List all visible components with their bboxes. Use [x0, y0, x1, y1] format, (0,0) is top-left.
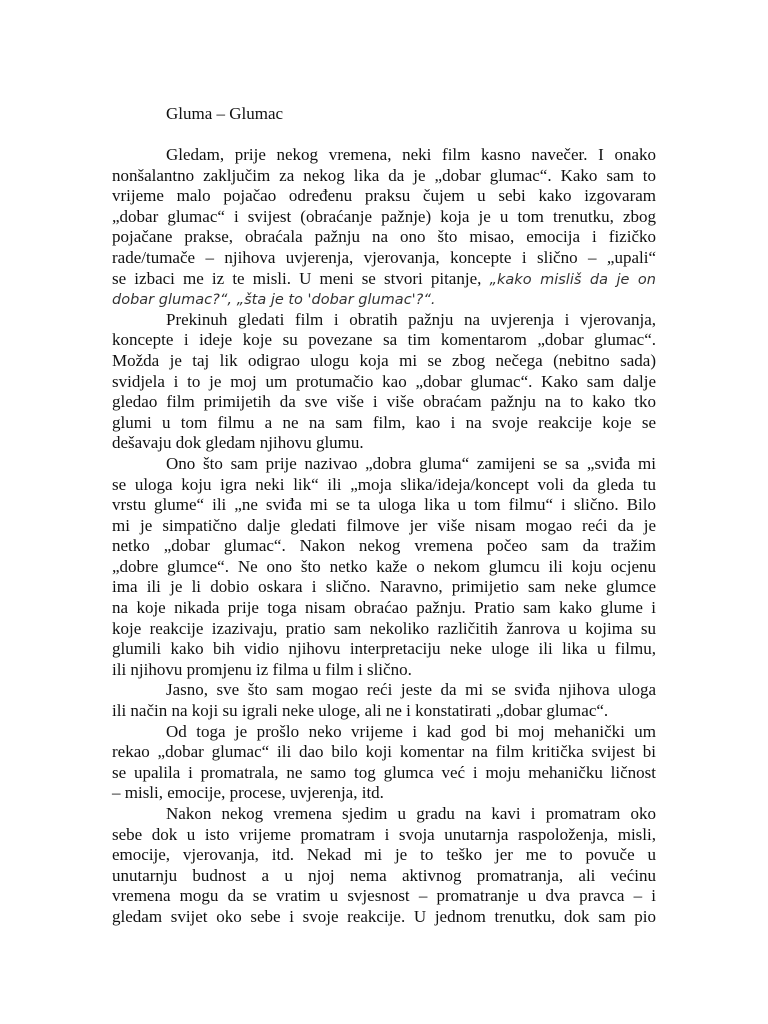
- text-line: ili njihovu promjenu iz filma u film i slično.: [112, 659, 412, 679]
- text-line: – misli, emocije, procese, uvjerenja, itd.: [112, 783, 384, 803]
- italic-question: „kako misliš da je on: [489, 271, 656, 288]
- text-line: koncepte i ideje koje su povezane sa tim komentarom „dobar glumac“.: [112, 330, 656, 350]
- text-line-mixed: [112, 269, 656, 290]
- paragraph-3: [112, 454, 656, 681]
- text-line: glumi u tom filmu a ne na sam film, kao i na svoje reakcije koje se: [112, 412, 656, 432]
- text-line: Od toga je prošlo neko vrijeme i kad god bi moj mehanički um: [166, 721, 656, 741]
- text-line: „dobar glumac“ i svijest (obraćanje pažnje) koja je u tom trenutku, zbog: [112, 206, 656, 226]
- paragraph-4: [112, 680, 656, 721]
- text-line: na koje nikada prije toga nisam obraćao pažnju. Pratio sam kako glume i: [112, 598, 656, 618]
- document-body: [112, 145, 656, 928]
- text-line: Prekinuh gledati film i obratih pažnju na uvjerenja i vjerovanja,: [166, 309, 656, 329]
- text-line: nonšalantno zaključim za nekog lika da je „dobar glumac“. Kako sam to: [112, 165, 656, 185]
- text-line: Nakon nekog vremena sjedim u gradu na kavi i promatram oko: [166, 804, 656, 823]
- paragraph-5: [112, 722, 656, 804]
- paragraph-6: [112, 804, 656, 928]
- text-line: „dobre glumce“. Ne ono što netko kaže o nekom glumcu ili koju ocjenu: [112, 556, 656, 576]
- text-line: Jasno, sve što sam mogao reći jeste da mi se sviđa njihova uloga: [166, 680, 656, 700]
- text-line: dešavaju dok gledam njihovu glumu.: [112, 433, 364, 453]
- text-line: koje reakcije izazivaju, pratio sam nekoliko različitih žanrova u kojima su: [112, 618, 656, 638]
- text-line: ima ili je li dobio oskara i slično. Naravno, primijetio sam neke glumce: [112, 577, 656, 597]
- text-line: vrijeme malo pojačao određenu praksu čujem u sebi kako izgovaram: [112, 186, 656, 206]
- text-line: unutarnju budnost a u njoj nema aktivnog promatranja, ali većinu: [112, 865, 656, 885]
- text-line: svidjela i to je moj um protumačio kao „dobar glumac“. Kako sam dalje: [112, 371, 656, 391]
- paragraph-2: [112, 310, 656, 454]
- text-line: vremena mogu da se vratim u svjesnost – promatranje u dva pravca – i: [112, 886, 656, 906]
- text-line: Gledam, prije nekog vremena, neki film kasno navečer. I onako: [166, 145, 656, 164]
- text-line: sebe dok u isto vrijeme promatram i svoja unutarnja raspoloženja, misli,: [112, 824, 656, 844]
- text-line: rekao „dobar glumac“ ili dao bilo koji komentar na film kritička svijest bi: [112, 742, 656, 762]
- text-line: pojačane prakse, obraćala pažnju na ono što misao, emocija i fizičko: [112, 227, 656, 247]
- text-line: glumili kako bih vidio njihovu interpretaciju neke uloge ili lika u filmu,: [112, 639, 656, 659]
- text-line: vrstu glume“ ili „ne sviđa mi se ta uloga lika u tom filmu“ i slično. Bilo: [112, 495, 656, 515]
- text-line: Ono što sam prije nazivao „dobra gluma“ zamijeni se sa „sviđa mi: [166, 453, 656, 473]
- text-line: se uloga koju igra neki lik“ ili „moja slika/ideja/koncept voli da gleda tu: [112, 474, 656, 494]
- text-line: gledam svijet oko sebe i svoje reakcije. U jednom trenutku, dok sam pio: [112, 906, 656, 926]
- text-line: emocije, vjerovanja, itd. Nekad mi je to teško jer me to povuče u: [112, 845, 656, 865]
- text-line: gledao film primijetih da sve više i više obraćam pažnju na to kako tko: [112, 392, 656, 412]
- text-line: ili način na koji su igrali neke uloge, ali ne i konstatirati „dobar glumac“.: [112, 701, 609, 721]
- paragraph-1: [112, 145, 656, 310]
- text-line: rade/tumače – njihova uvjerenja, vjerovanja, koncepte i slično – „upali“: [112, 247, 656, 267]
- text-line-italic: [112, 289, 656, 310]
- text-line: Možda je taj lik odigrao ulogu koja mi se zbog nečega (nebitno sada): [112, 350, 656, 370]
- italic-question-continued: dobar glumac?“, „šta je to 'dobar glumac'?“.: [112, 292, 436, 309]
- document-title: Gluma – Glumac: [166, 104, 284, 123]
- text-line: se upalila i promatrala, ne samo tog glumca već i moju mehaničku ličnost: [112, 762, 656, 782]
- text-line: netko „dobar glumac“. Nakon nekog vremena počeo sam da tražim: [112, 536, 656, 556]
- text-segment: se izbaci me iz te misli. U meni se stvori pitanje,: [112, 268, 490, 288]
- text-line: mi je simpatično dalje gledati filmove jer više nisam mogao reći da je: [112, 515, 656, 535]
